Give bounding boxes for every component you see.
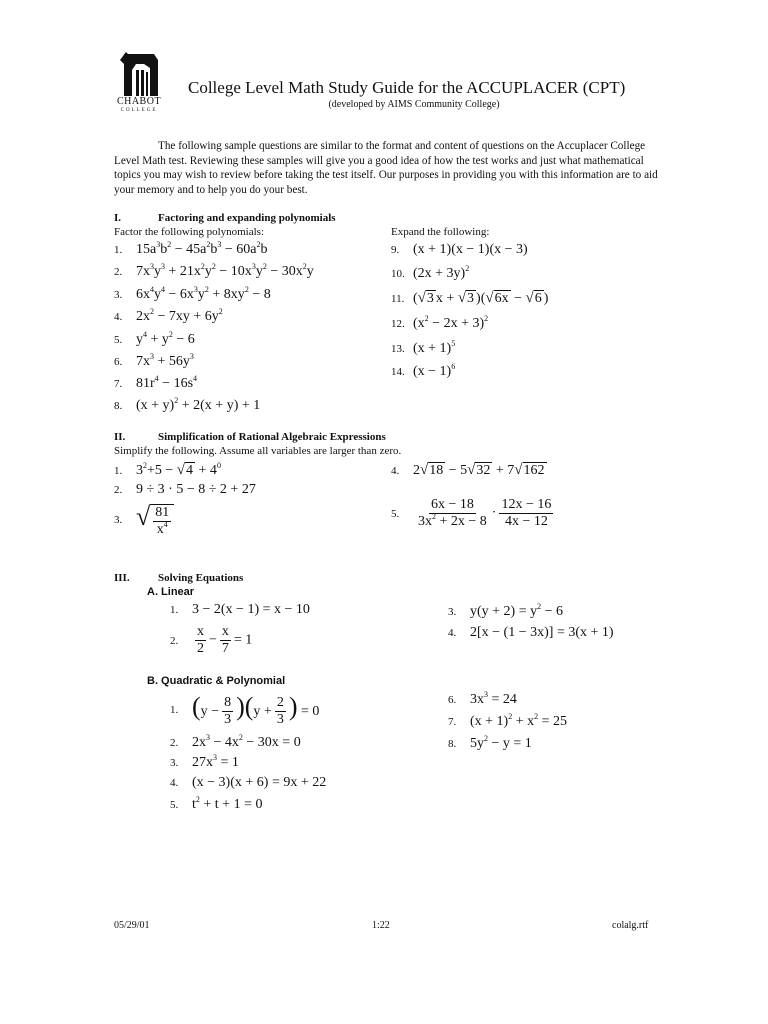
expand-problem-13: 13. $(x + 1)^5$ bbox=[391, 339, 456, 356]
section3-title: Solving Equations bbox=[158, 572, 244, 584]
factor-problem-5: 5. $y^4 + y^2 - 6$ bbox=[114, 330, 195, 347]
quad-problem-8: 8. $5y^2 - y = 1$ bbox=[448, 734, 532, 751]
factor-problem-8: 8. $(x + y)^2 + 2(x + y) + 1$ bbox=[114, 396, 261, 413]
linear-problem-3: 3. $y(y + 2) = y^2 - 6$ bbox=[448, 602, 564, 619]
expand-problem-14: 14. $(x - 1)^6$ bbox=[391, 362, 456, 379]
factor-problem-2: 2. $7x^3y^3 + 21x^2y^2 - 10x^3y^2 - 30x^2y$ bbox=[114, 262, 314, 279]
quad-problem-6: 6. $3x^3 = 24$ bbox=[448, 690, 517, 707]
section1-right-instruction: Expand the following: bbox=[391, 226, 490, 238]
linear-problem-4: 4. 2[x − (1 − 3x)] = 3(x + 1) bbox=[448, 625, 614, 640]
expand-problem-11: 11. (√3 x + √3 )(√6x − √6 ) bbox=[391, 290, 549, 306]
factor-problem-3: 3. $6x^4y^4 - 6x^3y^2 + 8xy^2 - 8$ bbox=[114, 285, 271, 302]
logo-name: CHABOT bbox=[116, 96, 162, 107]
linear-problem-1: 1. 3 − 2(x − 1) = x − 10 bbox=[170, 602, 310, 617]
factor-problem-4: 4. $2x^2 - 7xy + 6y^2$ bbox=[114, 307, 223, 324]
section2-instruction: Simplify the following. Assume all variables are larger than zero. bbox=[114, 445, 402, 457]
footer-time: 1:22 bbox=[372, 920, 390, 931]
section1-numeral: I. bbox=[114, 212, 122, 224]
simplify-problem-5: 5. $\frac{6x - 18}{3x^2 + 2x - 8}$ · $\frac{12x - 16}{4x - 12}$ bbox=[391, 497, 552, 529]
linear-problem-2: 2. $\frac{x}{2}$ − $\frac{x}{7}$ = 1 bbox=[170, 624, 253, 656]
page-subtitle: (developed by AIMS Community College) bbox=[328, 99, 500, 110]
subsection-quadratic: B. Quadratic & Polynomial bbox=[147, 675, 286, 687]
subsection-linear: A. Linear bbox=[147, 586, 195, 598]
factor-problem-7: 7. $81r^4 - 16s^4$ bbox=[114, 374, 198, 391]
simplify-problem-2: 2. 9 ÷ 3 · 5 − 8 ÷ 2 + 27 bbox=[114, 482, 256, 497]
intro-paragraph: The following sample questions are similar to the format and content of questions on the Accuplacer College Level Math test. Reviewing these samples will give you a good idea of how the test works and just what mathematical topics you may wish to review before taking the test itself. Our purposes in providing you with this information are to aid your memory and to help you do your best. bbox=[114, 140, 658, 196]
quad-problem-4: 4. (x − 3)(x + 6) = 9x + 22 bbox=[170, 775, 327, 790]
expand-problem-9: 9. (x + 1)(x − 1)(x − 3) bbox=[391, 242, 528, 257]
footer-filename: colalg.rtf bbox=[612, 920, 649, 931]
page-title: College Level Math Study Guide for the ACCUPLACER (CPT) bbox=[188, 78, 626, 97]
logo-sub: COLLEGE bbox=[120, 108, 158, 113]
section2-title: Simplification of Rational Algebraic Expressions bbox=[158, 431, 386, 443]
quad-problem-1: 1. (y − $\frac{8}{3}$ )(y + $\frac{2}{3}$ ) = 0 bbox=[170, 692, 320, 728]
footer-date: 05/29/01 bbox=[114, 920, 150, 931]
section1-title: Factoring and expanding polynomials bbox=[158, 212, 336, 224]
simplify-problem-1: 1. $3^2+5 - √4 + 4^0$ bbox=[114, 461, 221, 478]
quad-problem-3: 3. $27x^3 = 1$ bbox=[170, 753, 239, 770]
expand-problem-10: 10. $(2x + 3y)^2$ bbox=[391, 264, 470, 281]
factor-problem-6: 6. $7x^3 + 56y^3$ bbox=[114, 352, 194, 369]
section2-numeral: II. bbox=[114, 431, 126, 443]
section1-left-instruction: Factor the following polynomials: bbox=[114, 226, 265, 238]
expand-problem-12: 12. $(x^2 - 2x + 3)^2$ bbox=[391, 314, 489, 331]
factor-problem-1: 1. $15a^3b^2 - 45a^2b^3 - 60a^2b$ bbox=[114, 240, 268, 257]
simplify-problem-4: 4. 2√18 − 5√32 + 7√162 bbox=[391, 462, 545, 478]
quad-problem-2: 2. $2x^3 - 4x^2 - 30x = 0$ bbox=[170, 733, 301, 750]
quad-problem-7: 7. $(x + 1)^2 + x^2 = 25$ bbox=[448, 712, 568, 729]
quad-problem-5: 5. $t^2 + t + 1 = 0$ bbox=[170, 795, 263, 812]
simplify-problem-3: 3. √ $\frac{81}{x^4}$ bbox=[114, 502, 174, 538]
section3-numeral: III. bbox=[114, 572, 130, 584]
